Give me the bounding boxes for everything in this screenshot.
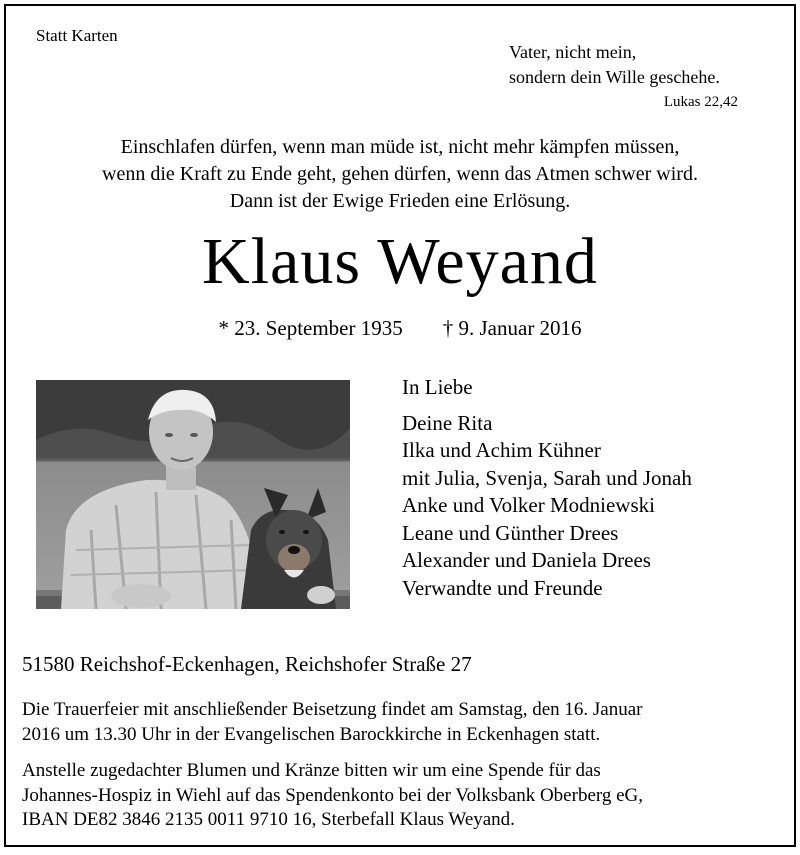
funeral-notice-line: 2016 um 13.30 Uhr in der Evangelischen Barockkirche in Eckenhagen statt.: [22, 723, 601, 745]
intro-line: Dann ist der Ewige Frieden eine Erlösung.: [229, 190, 571, 212]
obituary-notice: [4, 4, 796, 847]
family-address: 51580 Reichshof-Eckenhagen, Reichshofer Straße 27: [22, 652, 472, 676]
mourner-name: Verwandte und Freunde: [402, 575, 603, 600]
funeral-notice-line: Die Trauerfeier mit anschließender Beisetzung findet am Samstag, den 16. Januar: [22, 699, 643, 720]
bible-verse: [509, 40, 720, 90]
mourner-name: Alexander und Daniela Drees: [402, 548, 651, 572]
header-note: Statt Karten: [36, 26, 118, 45]
life-dates: [6, 316, 794, 341]
portrait-photo: [36, 380, 350, 609]
mourner-name: mit Julia, Svenja, Sarah und Jonah: [402, 465, 692, 490]
mourner-name: Anke und Volker Modniewski: [402, 493, 655, 517]
donation-notice-line: Johannes-Hospiz in Wiehl auf das Spendenkonto bei der Volksbank Oberberg eG,: [22, 784, 644, 806]
mourner-name: Ilka und Achim Kühner: [402, 438, 601, 462]
verse-line: sondern dein Wille geschehe.: [509, 67, 720, 87]
verse-reference: Lukas 22,42: [663, 94, 738, 110]
intro-line: wenn die Kraft zu Ende geht, gehen dürfen, wenn das Atmen schwer wird.: [102, 163, 698, 185]
intro-line: Einschlafen dürfen, wenn man müde ist, nicht mehr kämpfen müssen,: [120, 136, 680, 158]
mourners-heading: In Liebe: [402, 375, 473, 399]
mourner-name: Leane und Günther Drees: [402, 520, 619, 545]
mourner-name: Deine Rita: [402, 410, 493, 435]
funeral-notice: [22, 698, 774, 747]
birth-date: * 23. September 1935: [218, 316, 403, 340]
mourners-list: [402, 374, 692, 602]
donation-notice: [22, 759, 774, 833]
deceased-name: Klaus Weyand: [202, 225, 598, 298]
donation-notice-line: IBAN DE82 3846 2135 0011 9710 16, Sterbefall Klaus Weyand.: [22, 809, 515, 830]
intro-text: [6, 134, 794, 215]
death-date: † 9. Januar 2016: [442, 316, 582, 340]
donation-notice-line: Anstelle zugedachter Blumen und Kränze bitten wir um eine Spende für das: [22, 760, 601, 781]
verse-line: Vater, nicht mein,: [509, 42, 637, 62]
